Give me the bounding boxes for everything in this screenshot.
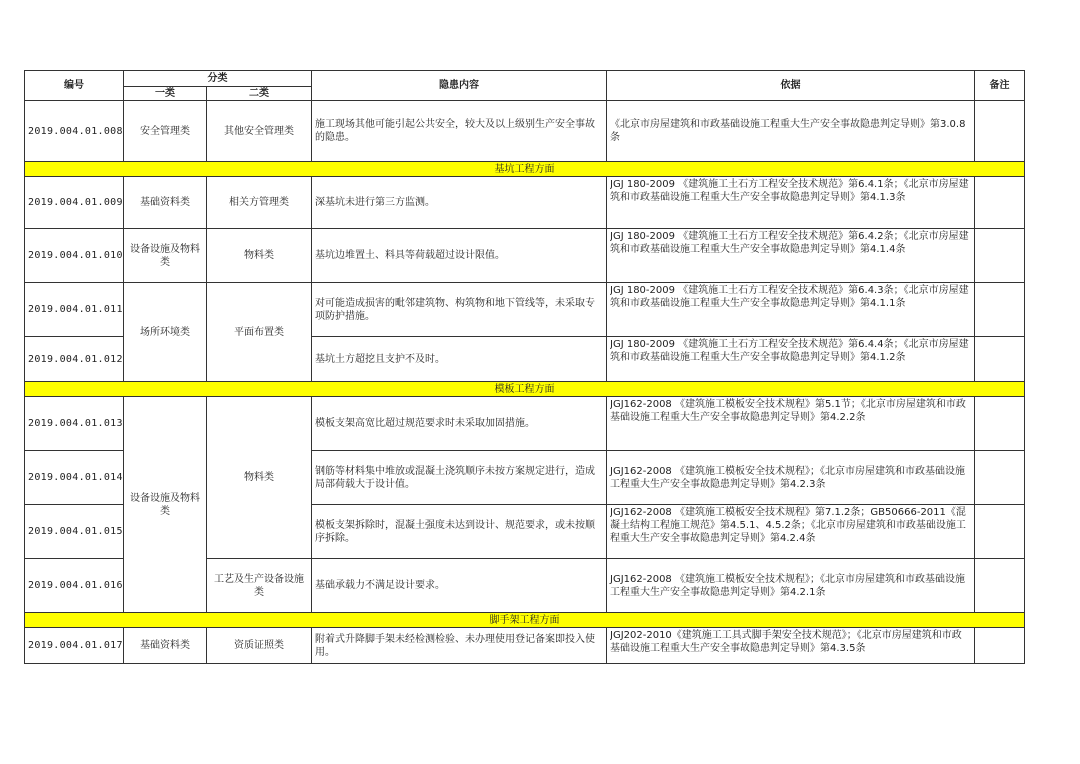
row-code: 2019.004.01.012 [25, 337, 124, 382]
row-content: 基础承载力不满足设计要求。 [312, 559, 607, 613]
row-code: 2019.004.01.011 [25, 283, 124, 337]
section-title: 模板工程方面 [25, 382, 1025, 397]
row-basis [607, 229, 975, 283]
row-basis-text: JGJ 180-2009 《建筑施工土石方工程安全技术规范》第6.4.4条；《北京市房屋建筑和市政基础设施工程重大生产安全事故隐患判定导则》第4.1.2条 [610, 338, 969, 363]
header-category-2: 二类 [207, 87, 312, 101]
row-category-2: 相关方管理类 [207, 177, 312, 229]
row-basis-text: JGJ 180-2009 《建筑施工土石方工程安全技术规范》第6.4.2条；《北京市房屋建筑和市政基础设施工程重大生产安全事故隐患判定导则》第4.1.4条 [610, 230, 969, 255]
row-content: 模板支架高宽比超过规范要求时未采取加固措施。 [312, 397, 607, 451]
row-remark [975, 283, 1025, 337]
row-basis [607, 283, 975, 337]
row-content: 基坑边堆置土、料具等荷载超过设计限值。 [312, 229, 607, 283]
header-category-1: 一类 [124, 87, 207, 101]
row-content: 深基坑未进行第三方监测。 [312, 177, 607, 229]
row-basis [607, 337, 975, 382]
row-content: 施工现场其他可能引起公共安全，较大及以上级别生产安全事故的隐患。 [312, 101, 607, 162]
row-basis-text: JGJ162-2008 《建筑施工模板安全技术规程》第7.1.2条；GB50666-2011《混凝土结构工程施工规范》第4.5.1、4.5.2条；《北京市房屋建筑和市政基础设施工程重大生产安全事故隐患判定导则》第4.2.4条 [610, 506, 966, 544]
header-remark: 备注 [975, 71, 1025, 101]
row-category-1: 安全管理类 [124, 101, 207, 162]
row-basis [607, 628, 975, 664]
row-basis [607, 505, 975, 559]
row-category-1: 设备设施及物料类 [124, 397, 207, 613]
header-row [25, 71, 1025, 87]
row-remark [975, 397, 1025, 451]
section-row [25, 162, 1025, 177]
section-title: 脚手架工程方面 [25, 613, 1025, 628]
row-code: 2019.004.01.015 [25, 505, 124, 559]
row-category-1: 设备设施及物料类 [124, 229, 207, 283]
table-row [25, 229, 1025, 283]
row-remark [975, 451, 1025, 505]
row-category-2: 物料类 [207, 229, 312, 283]
row-remark [975, 177, 1025, 229]
row-basis-text: JGJ162-2008 《建筑施工模板安全技术规程》第5.1节；《北京市房屋建筑和市政基础设施工程重大生产安全事故隐患判定导则》第4.2.2条 [610, 398, 966, 423]
row-category-2: 资质证照类 [207, 628, 312, 664]
row-content: 钢筋等材料集中堆放或混凝土浇筑顺序未按方案规定进行，造成局部荷载大于设计值。 [312, 451, 607, 505]
row-basis [607, 177, 975, 229]
row-basis-text: JGJ202-2010《建筑施工工具式脚手架安全技术规范》；《北京市房屋建筑和市政基础设施工程重大生产安全事故隐患判定导则》第4.3.5条 [610, 629, 962, 654]
row-remark [975, 559, 1025, 613]
header-category: 分类 [124, 71, 312, 87]
row-basis-text: JGJ 180-2009 《建筑施工土石方工程安全技术规范》第6.4.3条；《北京市房屋建筑和市政基础设施工程重大生产安全事故隐患判定导则》第4.1.1条 [610, 284, 969, 309]
hazard-table [24, 70, 1025, 664]
row-remark [975, 229, 1025, 283]
table-row [25, 283, 1025, 337]
section-title: 基坑工程方面 [25, 162, 1025, 177]
table-row [25, 177, 1025, 229]
row-category-2: 物料类 [207, 397, 312, 559]
row-category-2: 其他安全管理类 [207, 101, 312, 162]
row-content: 对可能造成损害的毗邻建筑物、构筑物和地下管线等，未采取专项防护措施。 [312, 283, 607, 337]
table-row [25, 101, 1025, 162]
section-row [25, 613, 1025, 628]
row-category-1: 基础资料类 [124, 177, 207, 229]
row-content: 模板支架拆除时，混凝土强度未达到设计、规范要求，或未按顺序拆除。 [312, 505, 607, 559]
row-category-2: 工艺及生产设备设施类 [207, 559, 312, 613]
row-code: 2019.004.01.014 [25, 451, 124, 505]
row-code: 2019.004.01.010 [25, 229, 124, 283]
row-basis-text: JGJ 180-2009 《建筑施工土石方工程安全技术规范》第6.4.1条；《北京市房屋建筑和市政基础设施工程重大生产安全事故隐患判定导则》第4.1.3条 [610, 178, 969, 203]
row-remark [975, 337, 1025, 382]
row-basis: JGJ162-2008 《建筑施工模板安全技术规程》；《北京市房屋建筑和市政基础设施工程重大生产安全事故隐患判定导则》第4.2.1条 [607, 559, 975, 613]
row-category-2: 平面布置类 [207, 283, 312, 382]
row-code: 2019.004.01.009 [25, 177, 124, 229]
row-content: 基坑土方超挖且支护不及时。 [312, 337, 607, 382]
section-row [25, 382, 1025, 397]
row-code: 2019.004.01.017 [25, 628, 124, 664]
row-basis: 《北京市房屋建筑和市政基础设施工程重大生产安全事故隐患判定导则》第3.0.8条 [607, 101, 975, 162]
table-row [25, 628, 1025, 664]
row-code: 2019.004.01.013 [25, 397, 124, 451]
row-remark [975, 101, 1025, 162]
header-code: 编号 [25, 71, 124, 101]
row-remark [975, 628, 1025, 664]
row-code: 2019.004.01.016 [25, 559, 124, 613]
row-category-1: 基础资料类 [124, 628, 207, 664]
row-content: 附着式升降脚手架未经检测检验、未办理使用登记备案即投入使用。 [312, 628, 607, 664]
table-row [25, 397, 1025, 451]
row-remark [975, 505, 1025, 559]
row-basis [607, 397, 975, 451]
row-category-1: 场所环境类 [124, 283, 207, 382]
header-basis: 依据 [607, 71, 975, 101]
row-code: 2019.004.01.008 [25, 101, 124, 162]
row-basis: JGJ162-2008 《建筑施工模板安全技术规程》；《北京市房屋建筑和市政基础设施工程重大生产安全事故隐患判定导则》第4.2.3条 [607, 451, 975, 505]
header-content: 隐患内容 [312, 71, 607, 101]
